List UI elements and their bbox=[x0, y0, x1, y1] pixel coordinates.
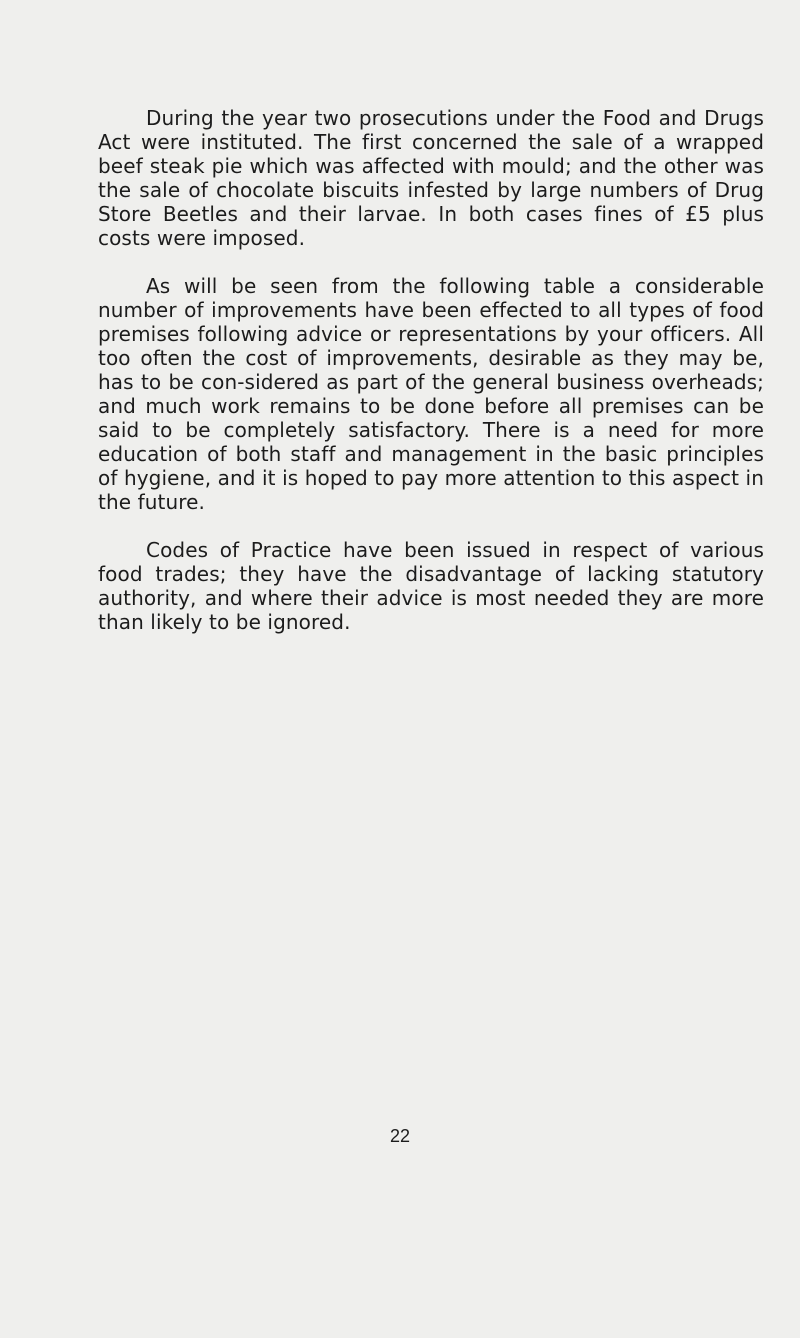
paragraph-prosecutions: During the year two prosecutions under the Food and Drugs Act were instituted. The first concerned the sale of a wrapped beef steak pie which was affected with mould; and the other was the sale of chocolate biscuits infested by large numbers of Drug Store Beetles and their larvae. In both cases fines of £5 plus costs were imposed. bbox=[98, 106, 764, 250]
document-page bbox=[98, 106, 764, 658]
page-number: 22 bbox=[389, 1126, 411, 1146]
paragraph-improvements: As will be seen from the following table a considerable number of improvements have been effected to all types of food premises following advice or representations by your officers. All too often the cost of improvements, desirable as they may be, has to be con-sidered as part of the general business overheads; and much work remains to be done before all premises can be said to be completely satisfactory. There is a need for more education of both staff and management in the basic principles of hygiene, and it is hoped to pay more attention to this aspect in the future. bbox=[98, 274, 764, 514]
paragraph-codes-of-practice: Codes of Practice have been issued in respect of various food trades; they have the disadvantage of lacking statutory authority, and where their advice is most needed they are more than likely to be ignored. bbox=[98, 538, 764, 634]
